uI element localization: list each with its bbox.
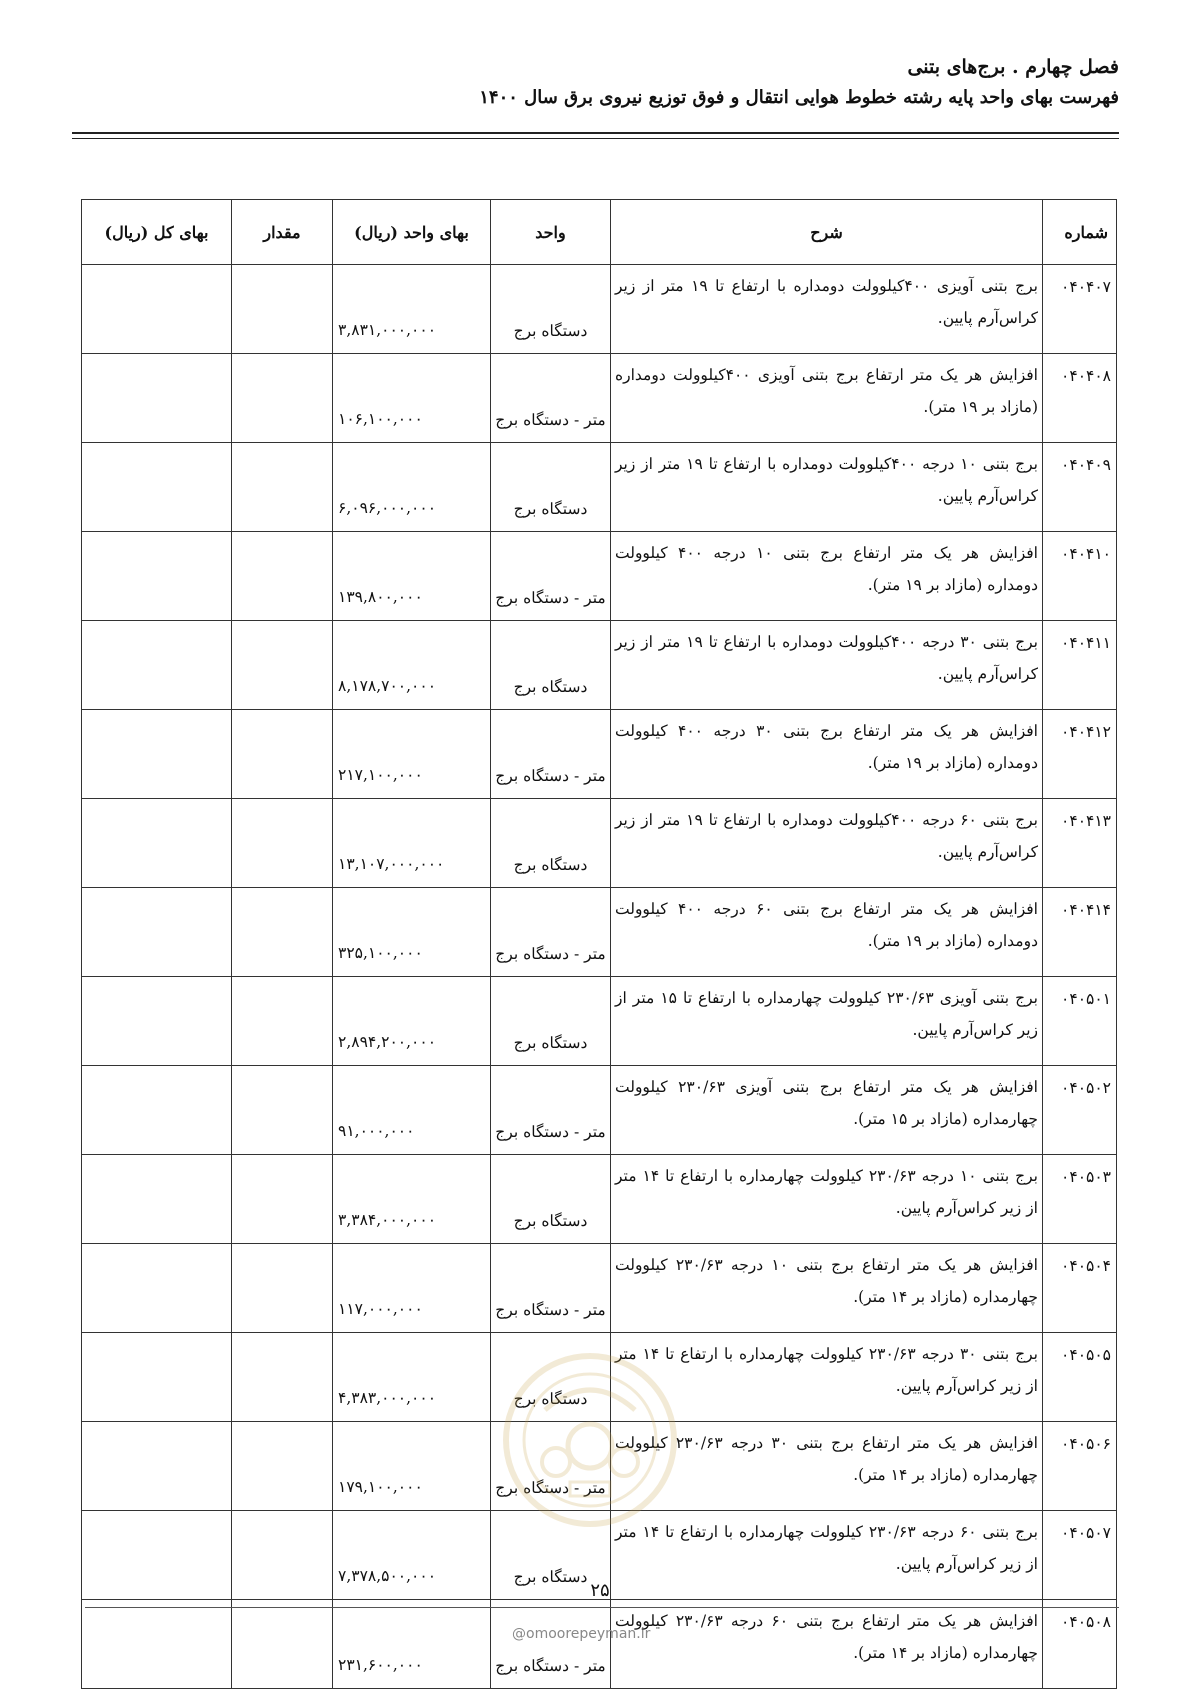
- item-quantity: [232, 799, 333, 888]
- table-header-row: [82, 200, 1117, 265]
- item-quantity: [232, 1600, 333, 1689]
- item-number: ۰۴۰۵۰۲: [1043, 1066, 1117, 1155]
- item-total-price: [82, 1333, 232, 1422]
- item-description: برج بتنی ۳۰ درجه ۴۰۰کیلوولت دومداره با ارتفاع تا ۱۹ متر از زیر کراس‌آرم پایین.: [611, 621, 1043, 710]
- table-row: [82, 1422, 1117, 1511]
- item-description: برج بتنی ۱۰ درجه ۴۰۰کیلوولت دومداره با ارتفاع تا ۱۹ متر از زیر کراس‌آرم پایین.: [611, 443, 1043, 532]
- item-number: ۰۴۰۵۰۷: [1043, 1511, 1117, 1600]
- table-row: [82, 621, 1117, 710]
- item-quantity: [232, 977, 333, 1066]
- table-row: [82, 1244, 1117, 1333]
- item-unit-price: ۱۷۹,۱۰۰,۰۰۰: [333, 1422, 491, 1511]
- item-unit: متر - دستگاه برج: [491, 710, 611, 799]
- item-quantity: [232, 710, 333, 799]
- item-unit-price: ۱۰۶,۱۰۰,۰۰۰: [333, 354, 491, 443]
- item-quantity: [232, 354, 333, 443]
- item-unit-price: ۱۳۹,۸۰۰,۰۰۰: [333, 532, 491, 621]
- item-quantity: [232, 1422, 333, 1511]
- item-unit: دستگاه برج: [491, 265, 611, 354]
- item-number: ۰۴۰۵۰۵: [1043, 1333, 1117, 1422]
- item-number: ۰۴۰۴۱۴: [1043, 888, 1117, 977]
- item-quantity: [232, 443, 333, 532]
- table-row: [82, 1333, 1117, 1422]
- item-number: ۰۴۰۴۰۷: [1043, 265, 1117, 354]
- item-description: افزایش هر یک متر ارتفاع برج بتنی ۶۰ درجه ۲۳۰/۶۳ کیلوولت چهارمداره (مازاد بر ۱۴ متر).: [611, 1600, 1043, 1689]
- item-quantity: [232, 1244, 333, 1333]
- item-unit: دستگاه برج: [491, 443, 611, 532]
- item-description: برج بتنی ۶۰ درجه ۴۰۰کیلوولت دومداره با ارتفاع تا ۱۹ متر از زیر کراس‌آرم پایین.: [611, 799, 1043, 888]
- item-description: برج بتنی آویزی ۲۳۰/۶۳ کیلوولت چهارمداره با ارتفاع تا ۱۵ متر از زیر کراس‌آرم پایین.: [611, 977, 1043, 1066]
- item-number: ۰۴۰۴۰۸: [1043, 354, 1117, 443]
- item-quantity: [232, 888, 333, 977]
- item-number: ۰۴۰۴۱۲: [1043, 710, 1117, 799]
- item-number: ۰۴۰۴۰۹: [1043, 443, 1117, 532]
- item-description: افزایش هر یک متر ارتفاع برج بتنی ۳۰ درجه ۴۰۰ کیلوولت دومداره (مازاد بر ۱۹ متر).: [611, 710, 1043, 799]
- col-header-unit: واحد: [491, 200, 611, 265]
- page-number: ۲۵: [590, 1580, 610, 1601]
- table-row: [82, 354, 1117, 443]
- item-total-price: [82, 354, 232, 443]
- item-quantity: [232, 532, 333, 621]
- item-total-price: [82, 265, 232, 354]
- item-unit: متر - دستگاه برج: [491, 1244, 611, 1333]
- item-total-price: [82, 1155, 232, 1244]
- item-quantity: [232, 1511, 333, 1600]
- item-total-price: [82, 621, 232, 710]
- item-unit: متر - دستگاه برج: [491, 1422, 611, 1511]
- item-description: برج بتنی ۳۰ درجه ۲۳۰/۶۳ کیلوولت چهارمداره با ارتفاع تا ۱۴ متر از زیر کراس‌آرم پایین.: [611, 1333, 1043, 1422]
- item-quantity: [232, 621, 333, 710]
- document-subtitle: فهرست بهای واحد پایه رشته خطوط هوایی انتقال و فوق توزیع نیروی برق سال ۱۴۰۰: [479, 87, 1119, 108]
- table-row: [82, 1600, 1117, 1689]
- item-total-price: [82, 888, 232, 977]
- item-number: ۰۴۰۴۱۳: [1043, 799, 1117, 888]
- item-unit-price: ۷,۳۷۸,۵۰۰,۰۰۰: [333, 1511, 491, 1600]
- item-unit-price: ۸,۱۷۸,۷۰۰,۰۰۰: [333, 621, 491, 710]
- item-total-price: [82, 443, 232, 532]
- item-number: ۰۴۰۴۱۰: [1043, 532, 1117, 621]
- item-total-price: [82, 710, 232, 799]
- item-description: افزایش هر یک متر ارتفاع برج بتنی ۳۰ درجه ۲۳۰/۶۳ کیلوولت چهارمداره (مازاد بر ۱۴ متر).: [611, 1422, 1043, 1511]
- table-row: [82, 888, 1117, 977]
- col-header-total-price: بهای کل (ریال): [82, 200, 232, 265]
- price-list-table: [81, 199, 1117, 1689]
- header-rule-thin: [72, 138, 1119, 139]
- item-number: ۰۴۰۵۰۱: [1043, 977, 1117, 1066]
- item-total-price: [82, 1511, 232, 1600]
- item-unit: دستگاه برج: [491, 621, 611, 710]
- table-row: [82, 1066, 1117, 1155]
- item-quantity: [232, 265, 333, 354]
- item-unit: متر - دستگاه برج: [491, 1600, 611, 1689]
- col-header-unit-price: بهای واحد (ریال): [333, 200, 491, 265]
- item-unit-price: ۲۳۱,۶۰۰,۰۰۰: [333, 1600, 491, 1689]
- item-quantity: [232, 1155, 333, 1244]
- col-header-description: شرح: [611, 200, 1043, 265]
- item-description: برج بتنی ۶۰ درجه ۲۳۰/۶۳ کیلوولت چهارمداره با ارتفاع تا ۱۴ متر از زیر کراس‌آرم پایین.: [611, 1511, 1043, 1600]
- item-unit: متر - دستگاه برج: [491, 1066, 611, 1155]
- item-description: برج بتنی آویزی ۴۰۰کیلوولت دومداره با ارتفاع تا ۱۹ متر از زیر کراس‌آرم پایین.: [611, 265, 1043, 354]
- table-row: [82, 799, 1117, 888]
- item-description: افزایش هر یک متر ارتفاع برج بتنی ۱۰ درجه ۴۰۰ کیلوولت دومداره (مازاد بر ۱۹ متر).: [611, 532, 1043, 621]
- item-unit-price: ۳,۳۸۴,۰۰۰,۰۰۰: [333, 1155, 491, 1244]
- item-description: افزایش هر یک متر ارتفاع برج بتنی ۱۰ درجه ۲۳۰/۶۳ کیلوولت چهارمداره (مازاد بر ۱۴ متر).: [611, 1244, 1043, 1333]
- item-unit: متر - دستگاه برج: [491, 532, 611, 621]
- item-total-price: [82, 977, 232, 1066]
- item-unit-price: ۱۳,۱۰۷,۰۰۰,۰۰۰: [333, 799, 491, 888]
- item-unit-price: ۶,۰۹۶,۰۰۰,۰۰۰: [333, 443, 491, 532]
- item-unit: دستگاه برج: [491, 1155, 611, 1244]
- item-unit-price: ۳,۸۳۱,۰۰۰,۰۰۰: [333, 265, 491, 354]
- table-row: [82, 710, 1117, 799]
- page-header: [60, 52, 1119, 112]
- table-row: [82, 1155, 1117, 1244]
- footer-watermark-text: @omoorepeyman.ir: [512, 1626, 651, 1642]
- table-row: [82, 443, 1117, 532]
- item-total-price: [82, 1600, 232, 1689]
- item-unit: متر - دستگاه برج: [491, 354, 611, 443]
- item-total-price: [82, 1422, 232, 1511]
- item-quantity: [232, 1066, 333, 1155]
- chapter-title: فصل چهارم . برج‌های بتنی: [907, 56, 1119, 78]
- item-unit-price: ۴,۳۸۳,۰۰۰,۰۰۰: [333, 1333, 491, 1422]
- item-description: برج بتنی ۱۰ درجه ۲۳۰/۶۳ کیلوولت چهارمداره با ارتفاع تا ۱۴ متر از زیر کراس‌آرم پایین.: [611, 1155, 1043, 1244]
- item-unit: دستگاه برج: [491, 1333, 611, 1422]
- item-unit: دستگاه برج: [491, 977, 611, 1066]
- item-total-price: [82, 1244, 232, 1333]
- item-number: ۰۴۰۵۰۴: [1043, 1244, 1117, 1333]
- item-number: ۰۴۰۵۰۳: [1043, 1155, 1117, 1244]
- item-unit-price: ۹۱,۰۰۰,۰۰۰: [333, 1066, 491, 1155]
- col-header-quantity: مقدار: [232, 200, 333, 265]
- item-unit: دستگاه برج: [491, 1511, 611, 1600]
- footer-rule: [85, 1607, 1119, 1608]
- item-total-price: [82, 1066, 232, 1155]
- item-description: افزایش هر یک متر ارتفاع برج بتنی آویزی ۲۳۰/۶۳ کیلوولت چهارمداره (مازاد بر ۱۵ متر).: [611, 1066, 1043, 1155]
- item-unit-price: ۲۱۷,۱۰۰,۰۰۰: [333, 710, 491, 799]
- item-unit: دستگاه برج: [491, 799, 611, 888]
- col-header-number: شماره: [1043, 200, 1117, 265]
- item-number: ۰۴۰۵۰۸: [1043, 1600, 1117, 1689]
- item-unit-price: ۳۲۵,۱۰۰,۰۰۰: [333, 888, 491, 977]
- item-description: افزایش هر یک متر ارتفاع برج بتنی آویزی ۴۰۰کیلوولت دومداره (مازاد بر ۱۹ متر).: [611, 354, 1043, 443]
- item-description: افزایش هر یک متر ارتفاع برج بتنی ۶۰ درجه ۴۰۰ کیلوولت دومداره (مازاد بر ۱۹ متر).: [611, 888, 1043, 977]
- item-number: ۰۴۰۵۰۶: [1043, 1422, 1117, 1511]
- item-total-price: [82, 799, 232, 888]
- table-row: [82, 977, 1117, 1066]
- item-quantity: [232, 1333, 333, 1422]
- item-unit: متر - دستگاه برج: [491, 888, 611, 977]
- item-unit-price: ۲,۸۹۴,۲۰۰,۰۰۰: [333, 977, 491, 1066]
- item-total-price: [82, 532, 232, 621]
- table-row: [82, 532, 1117, 621]
- table-row: [82, 265, 1117, 354]
- item-number: ۰۴۰۴۱۱: [1043, 621, 1117, 710]
- header-rule-thick: [72, 132, 1119, 134]
- item-unit-price: ۱۱۷,۰۰۰,۰۰۰: [333, 1244, 491, 1333]
